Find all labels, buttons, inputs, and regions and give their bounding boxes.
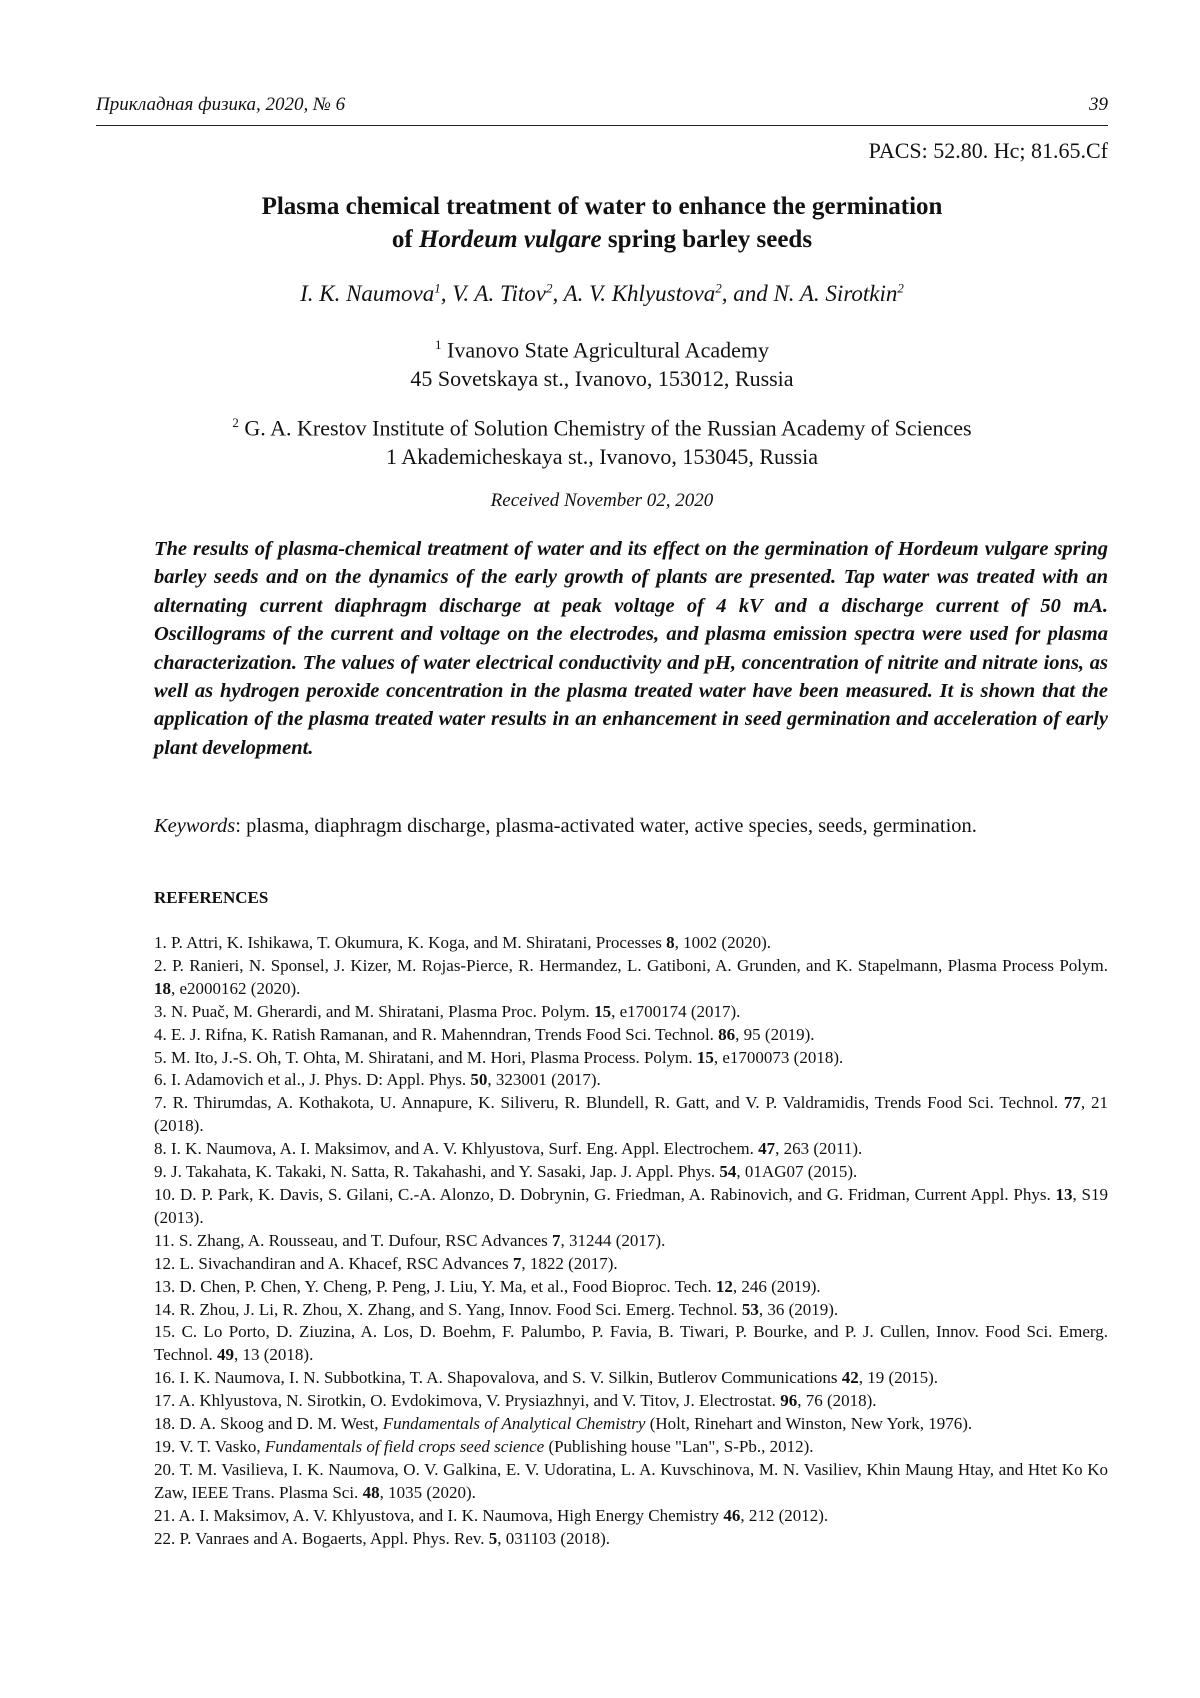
reference-list	[154, 932, 1108, 1550]
reference-item: 7. R. Thirumdas, A. Kothakota, U. Annapure, K. Siliveru, R. Blundell, R. Gatt, and V. P. Valdramidis, Trends Food Sci. Technol. 77, 21 (2018).	[154, 1093, 1108, 1136]
keywords-label: Keywords	[154, 815, 236, 837]
author: N. A. Sirotkin$^2$	[773, 280, 904, 306]
reference-item: 10. D. P. Park, K. Davis, S. Gilani, C.-A. Alonzo, D. Dobrynin, G. Friedman, A. Rabinovich, and G. Fridman, Current Appl. Phys. 13, S19 (2013).	[154, 1184, 1108, 1227]
header-rule	[96, 125, 1108, 126]
keywords	[154, 812, 1108, 840]
affiliation-2: $^2$ G. A. Krestov Institute of Solution Chemistry of the Russian Academy of Sciences 1 Akademicheskaya st., Ivanovo, 153045, Russia	[232, 415, 972, 470]
reference-item: 5. M. Ito, J.-S. Oh, T. Ohta, M. Shiratani, and M. Hori, Plasma Process. Polym. 15, e1700073 (2018).	[154, 1047, 844, 1067]
paper-title	[96, 190, 1108, 256]
running-header	[96, 90, 1108, 120]
reference-item: 2. P. Ranieri, N. Sponsel, J. Kizer, M. Rojas-Pierce, R. Hermandez, L. Gatiboni, A. Grunden, and K. Stapelmann, Plasma Process Polym. 18, e2000162 (2020).	[154, 955, 1108, 998]
abstract: The results of plasma-chemical treatment of water and its effect on the germination of Hordeum vulgare spring barley seeds and on the dynamics of the early growth of plants are presented. Tap water was treated with an alternating current diaphragm discharge at peak voltage of 4 kV and a discharge current of 50 mA. Oscillograms of the current and voltage on the electrodes, and plasma emission spectra were used for plasma characterization. The values of water electrical conductivity and pH, concentration of nitrite and nitrate ions, as well as hydrogen peroxide concentration in the plasma treated water have been measured. It is shown that the application of the plasma treated water results in an enhancement in seed germination and acceleration of early plant development.	[154, 538, 1108, 759]
reference-item: 4. E. J. Rifna, K. Ratish Ramanan, and R. Mahenndran, Trends Food Sci. Technol. 86, 95 (2019).	[154, 1024, 815, 1044]
author: I. K. Naumova$^1$,	[300, 280, 453, 306]
journal-citation: Прикладная физика, 2020, № 6	[96, 94, 346, 115]
page-number: 39	[1089, 94, 1108, 115]
reference-item: 1. P. Attri, K. Ishikawa, T. Okumura, K. Koga, and M. Shiratani, Processes 8, 1002 (2020).	[154, 933, 771, 952]
received-date: Received November 02, 2020	[490, 490, 714, 511]
reference-item: 9. J. Takahata, K. Takaki, N. Satta, R. Takahashi, and Y. Sasaki, Jap. J. Appl. Phys. 54, 01AG07 (2015).	[154, 1162, 858, 1182]
title-line-1: Plasma chemical treatment of water to enhance the germination	[261, 193, 943, 220]
reference-item: 13. D. Chen, P. Chen, Y. Cheng, P. Peng, J. Liu, Y. Ma, et al., Food Bioproc. Tech. 12, 246 (2019).	[154, 1276, 821, 1296]
reference-item: 6. I. Adamovich et al., J. Phys. D: Appl. Phys. 50, 323001 (2017).	[154, 1070, 601, 1090]
pacs-codes: PACS: 52.80. Hc; 81.65.Cf	[868, 138, 1108, 163]
reference-item: 3. N. Puač, M. Gherardi, and M. Shiratani, Plasma Proc. Polym. 15, e1700174 (2017).	[154, 1001, 741, 1021]
reference-item: 8. I. K. Naumova, A. I. Maksimov, and A. V. Khlyustova, Surf. Eng. Appl. Electrochem. 47, 263 (2011).	[154, 1139, 863, 1159]
keywords-text: : plasma, diaphragm discharge, plasma-activated water, active species, seeds, germination.	[235, 815, 977, 837]
reference-item: 17. A. Khlyustova, N. Sirotkin, O. Evdokimova, V. Prysiazhnyi, and V. Titov, J. Electrostat. 96, 76 (2018).	[154, 1391, 877, 1411]
author-list	[96, 280, 1108, 307]
reference-item: 19. V. T. Vasko, Fundamentals of field crops seed science (Publishing house "Lan", S-Pb., 2012).	[154, 1436, 814, 1456]
affiliation-1: $^1$ Ivanovo State Agricultural Academy 45 Sovetskaya st., Ivanovo, 153012, Russia	[410, 337, 794, 392]
reference-item: 14. R. Zhou, J. Li, R. Zhou, X. Zhang, and S. Yang, Innov. Food Sci. Emerg. Technol. 53, 36 (2019).	[154, 1299, 839, 1319]
reference-item: 12. L. Sivachandiran and A. Khacef, RSC Advances 7, 1822 (2017).	[154, 1253, 618, 1273]
reference-item: 15. C. Lo Porto, D. Ziuzina, A. Los, D. Boehm, F. Palumbo, P. Favia, B. Tiwari, P. Bourke, and P. J. Cullen, Innov. Food Sci. Emerg. Technol. 49, 13 (2018).	[154, 1322, 1108, 1365]
paper-page	[96, 0, 1108, 1698]
reference-item: 16. I. K. Naumova, I. N. Subbotkina, T. A. Shapovalova, and S. V. Silkin, Butlerov Communications 42, 19 (2015).	[154, 1368, 939, 1388]
title-line-2: of Hordeum vulgare spring barley seeds	[391, 226, 813, 253]
species-name: Hordeum vulgare	[418, 226, 602, 253]
reference-item: 18. D. A. Skoog and D. M. West, Fundamentals of Analytical Chemistry (Holt, Rinehart and Winston, New York, 1976).	[154, 1414, 973, 1434]
reference-item: 20. T. M. Vasilieva, I. K. Naumova, O. V. Galkina, E. V. Udoratina, L. A. Kuvschinova, M. N. Vasiliev, Khin Maung Htay, and Htet Ko Ko Zaw, IEEE Trans. Plasma Sci. 48, 1035 (2020).	[154, 1459, 1108, 1502]
author: A. V. Khlyustova$^2$, and	[563, 280, 774, 306]
references-heading: REFERENCES	[154, 888, 269, 907]
reference-item: 22. P. Vanraes and A. Bogaerts, Appl. Phys. Rev. 5, 031103 (2018).	[154, 1528, 610, 1548]
author: V. A. Titov$^2$,	[452, 280, 564, 306]
reference-item: 11. S. Zhang, A. Rousseau, and T. Dufour, RSC Advances 7, 31244 (2017).	[154, 1230, 666, 1250]
reference-item: 21. A. I. Maksimov, A. V. Khlyustova, and I. K. Naumova, High Energy Chemistry 46, 212 (2012).	[154, 1505, 829, 1525]
